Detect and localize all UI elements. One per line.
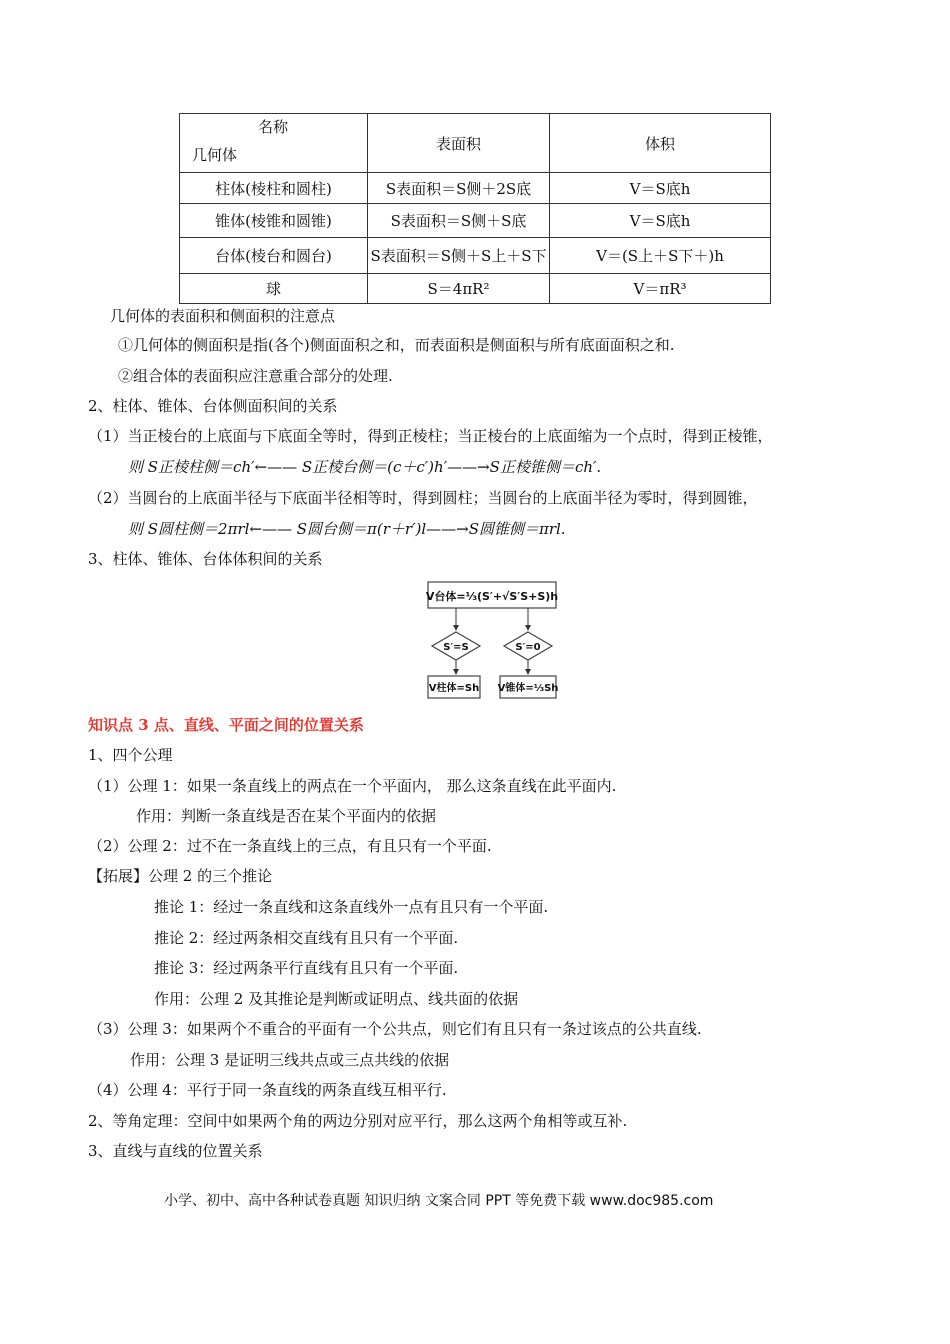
notes-title: 几何体的表面积和侧面积的注意点 bbox=[110, 307, 336, 325]
kp3-line: 【拓展】公理 2 的三个推论 bbox=[88, 867, 273, 885]
section-2-para-1: （1）当正棱台的上底面与下底面全等时，得到正棱柱；当正棱台的上底面缩为一个点时，得到正棱锥， bbox=[88, 427, 773, 445]
table-row bbox=[180, 173, 771, 204]
geometry-formula-table bbox=[179, 113, 771, 304]
row-name: 柱体(棱柱和圆柱) bbox=[180, 173, 368, 204]
row-volume: V＝S底h bbox=[550, 173, 771, 204]
kp3-line: 2、等角定理：空间中如果两个角的两边分别对应平行，那么这两个角相等或互补. bbox=[88, 1112, 628, 1130]
kp3-line: （4）公理 4：平行于同一条直线的两条直线互相平行. bbox=[88, 1081, 447, 1099]
flow-out-left: V柱体=Sh bbox=[428, 683, 480, 694]
row-area: S＝4πR² bbox=[368, 274, 550, 304]
kp3-line: 1、四个公理 bbox=[88, 746, 173, 764]
flow-cond-right: S′=0 bbox=[515, 642, 541, 653]
corner-label-solid: 几何体 bbox=[192, 146, 238, 164]
kp3-line: 作用：公理 2 及其推论是判断或证明点、线共面的依据 bbox=[154, 990, 519, 1008]
page-footer: 小学、初中、高中各种试卷真题 知识归纳 文案合同 PPT 等免费下载 www.doc985.com bbox=[164, 1193, 714, 1209]
flow-cond-left: S′=S bbox=[443, 642, 469, 653]
kp3-line: 推论 1：经过一条直线和这条直线外一点有且只有一个平面. bbox=[154, 898, 549, 916]
table-corner-cell bbox=[180, 114, 368, 173]
kp3-line: （3）公理 3：如果两个不重合的平面有一个公共点，则它们有且只有一条过该点的公共直线. bbox=[88, 1020, 702, 1038]
header-surface-area: 表面积 bbox=[368, 114, 550, 173]
section-2-formula-2: 则 S圆柱侧＝2πrl←—— S圆台侧＝π(r＋r′)l——→S圆锥侧＝πrl. bbox=[128, 520, 566, 538]
volume-flowchart bbox=[420, 578, 565, 703]
section-2-para-2: （2）当圆台的上底面半径与下底面半径相等时，得到圆柱；当圆台的上底面半径为零时，得到圆锥， bbox=[88, 489, 758, 507]
section-2-formula-1: 则 S正棱柱侧＝ch′←—— S正棱台侧＝(c＋c′)h′——→S正棱锥侧＝ch′. bbox=[128, 458, 602, 476]
row-area: S表面积＝S侧＋S上＋S下 bbox=[368, 238, 550, 274]
knowledge-point-3-title: 知识点 3 点、直线、平面之间的位置关系 bbox=[88, 716, 364, 734]
row-name: 球 bbox=[180, 274, 368, 304]
kp3-line: 3、直线与直线的位置关系 bbox=[88, 1142, 263, 1160]
kp3-line: 推论 2：经过两条相交直线有且只有一个平面. bbox=[154, 929, 459, 947]
kp3-line: （1）公理 1：如果一条直线上的两点在一个平面内， 那么这条直线在此平面内. bbox=[88, 777, 617, 795]
table-row bbox=[180, 204, 771, 238]
section-3-title: 3、柱体、锥体、台体体积间的关系 bbox=[88, 550, 323, 568]
flow-top-formula: V台体=⅓(S′+√S′S+S)h bbox=[425, 590, 559, 603]
table-row bbox=[180, 238, 771, 274]
table-row bbox=[180, 274, 771, 304]
note-2: ②组合体的表面积应注意重合部分的处理. bbox=[118, 367, 393, 385]
flow-out-right: V锥体=⅓Sh bbox=[497, 683, 559, 694]
header-volume: 体积 bbox=[550, 114, 771, 173]
row-name: 锥体(棱锥和圆锥) bbox=[180, 204, 368, 238]
kp3-line: 作用：公理 3 是证明三线共点或三点共线的依据 bbox=[130, 1051, 450, 1069]
row-area: S表面积＝S侧＋S底 bbox=[368, 204, 550, 238]
row-volume: V＝πR³ bbox=[550, 274, 771, 304]
corner-label-name: 名称 bbox=[258, 118, 289, 136]
row-name: 台体(棱台和圆台) bbox=[180, 238, 368, 274]
row-volume: V＝S底h bbox=[550, 204, 771, 238]
kp3-line: （2）公理 2：过不在一条直线上的三点，有且只有一个平面. bbox=[88, 837, 492, 855]
kp3-line: 推论 3：经过两条平行直线有且只有一个平面. bbox=[154, 959, 459, 977]
row-area: S表面积＝S侧＋2S底 bbox=[368, 173, 550, 204]
row-volume: V＝(S上＋S下＋)h bbox=[550, 238, 771, 274]
kp3-line: 作用：判断一条直线是否在某个平面内的依据 bbox=[136, 807, 437, 825]
note-1: ①几何体的侧面积是指(各个)侧面面积之和，而表面积是侧面积与所有底面面积之和. bbox=[118, 336, 675, 354]
section-2-title: 2、柱体、锥体、台体侧面积间的关系 bbox=[88, 397, 338, 415]
